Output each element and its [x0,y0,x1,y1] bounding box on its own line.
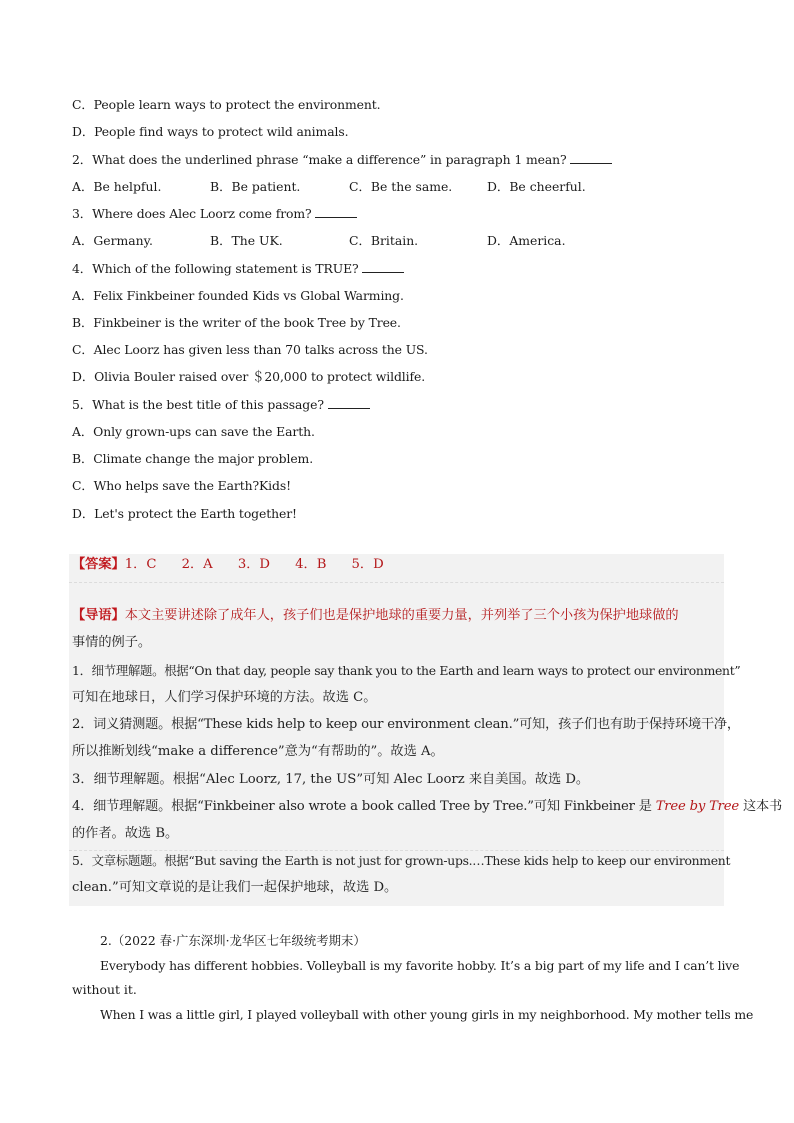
q5-stem [72,397,370,413]
explain-5b: clean.”可知文章说的是让我们一起保护地球，故选 D。 [72,880,398,895]
answer-tag: 【答案】 [72,557,125,572]
q4-option-d: D．Olivia Bouler raised over ＄20,000 to protect wildlife. [72,369,426,384]
explain-3: 3．细节理解题。根据“Alec Loorz, 17, the US”可知 Alec Loorz 来自美国。故选 D。 [72,772,590,787]
q4-option-b: B．Finkbeiner is the writer of the book Tree by Tree. [72,315,401,330]
q3-stem-text: 3．Where does Alec Loorz come from? [72,206,312,221]
explain-4b: 的作者。故选 B。 [72,826,179,841]
q1-option-c: C．People learn ways to protect the environment. [72,97,381,112]
answer-blank [570,152,612,164]
q4-option-c: C．Alec Loorz has given less than 70 talks across the US. [72,342,428,357]
q5-option-a: A．Only grown-ups can save the Earth. [72,424,315,439]
guide-text: 本文主要讲述除了成年人，孩子们也是保护地球的重要力量，并列举了三个小孩为保护地球做的 [124,608,679,623]
q5-option-d: D．Let's protect the Earth together! [72,506,297,521]
q4-stem [72,261,404,277]
q2-stem [72,152,612,168]
explain-1a: 1．细节理解题。根据“On that day, people say thank you to the Earth and learn ways to protect our environment” [72,663,741,678]
guide-text-cont: 事情的例子。 [72,635,152,650]
explain-4a [72,798,782,816]
q5-stem-text: 5．What is the best title of this passage? [72,397,324,412]
explain-2a: 2．词义猜测题。根据“These kids help to keep our environment clean.”可知，孩子们也有助于保持环境干净， [72,717,740,732]
q2-option-b: B．Be patient. [210,179,301,194]
divider [69,582,724,583]
q3-option-d: D．America. [487,233,566,248]
passage2-p1a: Everybody has different hobbies. Volleyball is my favorite hobby. It’s a big part of my life and I can’t live [100,958,740,973]
q5-option-c: C．Who helps save the Earth?Kids! [72,478,291,493]
q2-option-c: C．Be the same. [349,179,453,194]
explain-5a: 5．文章标题题。根据“But saving the Earth is not just for grown-ups.…These kids help to keep our environment [72,853,731,868]
q3-option-b: B．The UK. [210,233,283,248]
q3-option-a: A．Germany. [72,233,153,248]
q4-option-a: A．Felix Finkbeiner founded Kids vs Global Warming. [72,288,404,303]
book-title: Tree by Tree [655,799,739,814]
q5-option-b: B．Climate change the major problem. [72,451,314,466]
q2-stem-text: 2．What does the underlined phrase “make a difference” in paragraph 1 mean? [72,152,567,167]
q4-stem-text: 4．Which of the following statement is TRUE? [72,261,359,276]
passage2-p2a: When I was a little girl, I played volleyball with other young girls in my neighborhood. My mother tells me [100,1007,754,1022]
q2-option-d: D．Be cheerful. [487,179,586,194]
answer-items: 1．C 2．A 3．D 4．B 5．D [124,557,384,572]
guide-tag: 【导语】 [72,608,125,623]
answer-line [72,556,384,574]
explain-2b: 所以推断划线“make a difference”意为“有帮助的”。故选 A。 [72,744,444,759]
q1-option-d: D．People find ways to protect wild animals. [72,124,349,139]
explain-4a-post: 这本书 [739,799,782,814]
q3-stem [72,206,357,222]
passage2-p1b: without it. [72,982,137,997]
answer-blank [362,261,404,273]
passage2-heading: 2.（2022 春·广东深圳·龙华区七年级统考期末） [100,933,366,948]
explain-4a-pre: 4．细节理解题。根据“Finkbeiner also wrote a book called Tree by Tree.”可知 Finkbeiner 是 [72,799,656,814]
answer-blank [328,397,370,409]
divider [69,850,724,851]
guide-line [72,607,679,625]
q3-option-c: C．Britain. [349,233,419,248]
explain-1b: 可知在地球日，人们学习保护环境的方法。故选 C。 [72,690,377,705]
answer-blank [315,206,357,218]
q2-option-a: A．Be helpful. [72,179,162,194]
